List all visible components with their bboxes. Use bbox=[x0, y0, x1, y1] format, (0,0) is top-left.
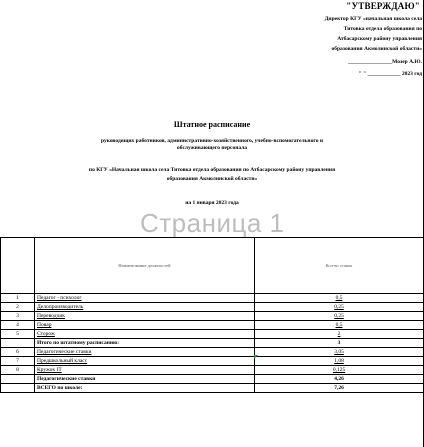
row-num: 6 bbox=[1, 348, 35, 357]
row-num: 5 bbox=[1, 330, 35, 339]
row-value: 1,08 bbox=[255, 357, 424, 366]
document-org-line-2: образования Акмолинской области» bbox=[166, 176, 258, 182]
document-org-line-1: по КГУ «Начальная школа села Титовка отдела образования по Атбасарскому району управления bbox=[88, 167, 336, 173]
row-name: Педагогические ставки bbox=[35, 348, 255, 357]
table-row-grand-total bbox=[1, 384, 424, 393]
approval-date: " " ____________ 2023 год bbox=[358, 71, 422, 77]
table-row bbox=[1, 330, 424, 339]
table-row bbox=[1, 366, 424, 375]
row-num: 3 bbox=[1, 312, 35, 321]
cell-comment-marker-icon bbox=[254, 355, 258, 359]
row-value: 7,26 bbox=[255, 384, 424, 393]
row-value: 3 bbox=[255, 339, 424, 348]
table-row-subtotal bbox=[1, 375, 424, 384]
header-position: Наименование должностей bbox=[35, 238, 255, 294]
approval-line-2: Титовка отдела образования по bbox=[343, 26, 422, 32]
row-value: 4,26 bbox=[255, 375, 424, 384]
document-title: Штатное расписание bbox=[173, 120, 251, 129]
table-header-row bbox=[1, 238, 424, 294]
row-name: Итого по штатному расписанию: bbox=[35, 339, 255, 348]
document-subtitle-1: руководящих работников, административно-хозяйственного, учебно-вспомогательного и bbox=[100, 138, 324, 144]
document-date: на 1 января 2023 года bbox=[185, 200, 239, 206]
row-value: 3,05 bbox=[255, 348, 424, 357]
row-num: 4 bbox=[1, 321, 35, 330]
row-num bbox=[1, 375, 35, 384]
header-num-cell bbox=[1, 238, 35, 294]
table-row bbox=[1, 357, 424, 366]
table-row bbox=[1, 294, 424, 303]
row-name: Сторож bbox=[35, 330, 255, 339]
row-num: 1 bbox=[1, 294, 35, 303]
row-value: 0,25 bbox=[255, 312, 424, 321]
row-name: Предшкольный класс bbox=[35, 357, 255, 366]
row-name: Делопроизводитель bbox=[35, 303, 255, 312]
table-row bbox=[1, 303, 424, 312]
table-row-total bbox=[1, 339, 424, 348]
row-name: Кружок IT bbox=[35, 366, 255, 375]
approval-signature: ________________Мозер А.Ю. bbox=[348, 59, 422, 65]
row-num: 7 bbox=[1, 357, 35, 366]
approval-line-3: Атбасарскому району управления bbox=[337, 36, 422, 42]
staff-table bbox=[0, 237, 424, 393]
row-value: 2 bbox=[255, 330, 424, 339]
row-num: 2 bbox=[1, 303, 35, 312]
row-value: 0,25 bbox=[255, 303, 424, 312]
row-num bbox=[1, 384, 35, 393]
table-row bbox=[1, 312, 424, 321]
document-subtitle-2: обслуживающего персонала bbox=[176, 145, 248, 151]
table-row bbox=[1, 348, 424, 357]
row-name: Педагогические ставки bbox=[35, 375, 255, 384]
row-num bbox=[1, 339, 35, 348]
header-count: Кол-во ставок bbox=[255, 238, 424, 294]
approval-line-4: образования Акмолинской области» bbox=[331, 46, 422, 52]
table-row bbox=[1, 321, 424, 330]
row-value: 0,5 bbox=[255, 321, 424, 330]
approval-line-1: Директор КГУ «начальная школа села bbox=[324, 16, 422, 22]
approval-title: "УТВЕРЖДАЮ" bbox=[346, 1, 420, 11]
row-name: Переводчик bbox=[35, 312, 255, 321]
row-num: 8 bbox=[1, 366, 35, 375]
page-watermark: Страница 1 bbox=[140, 208, 285, 238]
row-value: 0,5 bbox=[255, 294, 424, 303]
row-name: Педагог - психолог bbox=[35, 294, 255, 303]
row-value: 0,125 bbox=[255, 366, 424, 375]
row-name: Повар bbox=[35, 321, 255, 330]
row-name: ВСЕГО по школе: bbox=[35, 384, 255, 393]
